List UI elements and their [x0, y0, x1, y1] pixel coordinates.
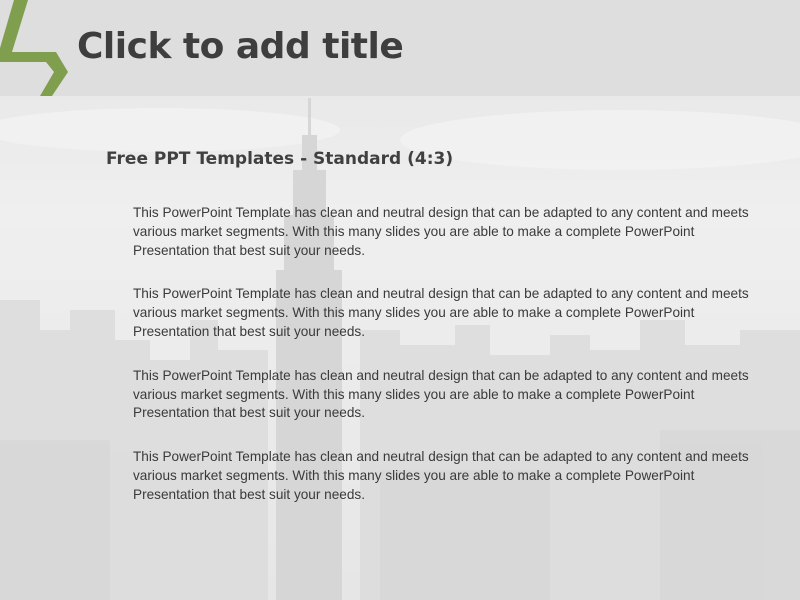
slide-title[interactable]: Click to add title [77, 26, 404, 67]
body-paragraph: This PowerPoint Template has clean and neutral design that can be adapted to any content and meets various market segments. With this many slides you are able to make a complete PowerPoint Presentation that best suit your needs. [133, 205, 749, 258]
body-text[interactable] [133, 204, 753, 530]
body-paragraph: This PowerPoint Template has clean and neutral design that can be adapted to any content and meets various market segments. With this many slides you are able to make a complete PowerPoint Presentation that best suit your needs. [133, 286, 749, 339]
body-paragraph: This PowerPoint Template has clean and neutral design that can be adapted to any content and meets various market segments. With this many slides you are able to make a complete PowerPoint Presentation that best suit your needs. [133, 449, 749, 502]
slide-subtitle[interactable]: Free PPT Templates - Standard (4:3) [106, 149, 454, 169]
body-paragraph: This PowerPoint Template has clean and neutral design that can be adapted to any content and meets various market segments. With this many slides you are able to make a complete PowerPoint Presentation that best suit your needs. [133, 367, 749, 421]
green-zigzag-accent-icon [0, 0, 80, 96]
